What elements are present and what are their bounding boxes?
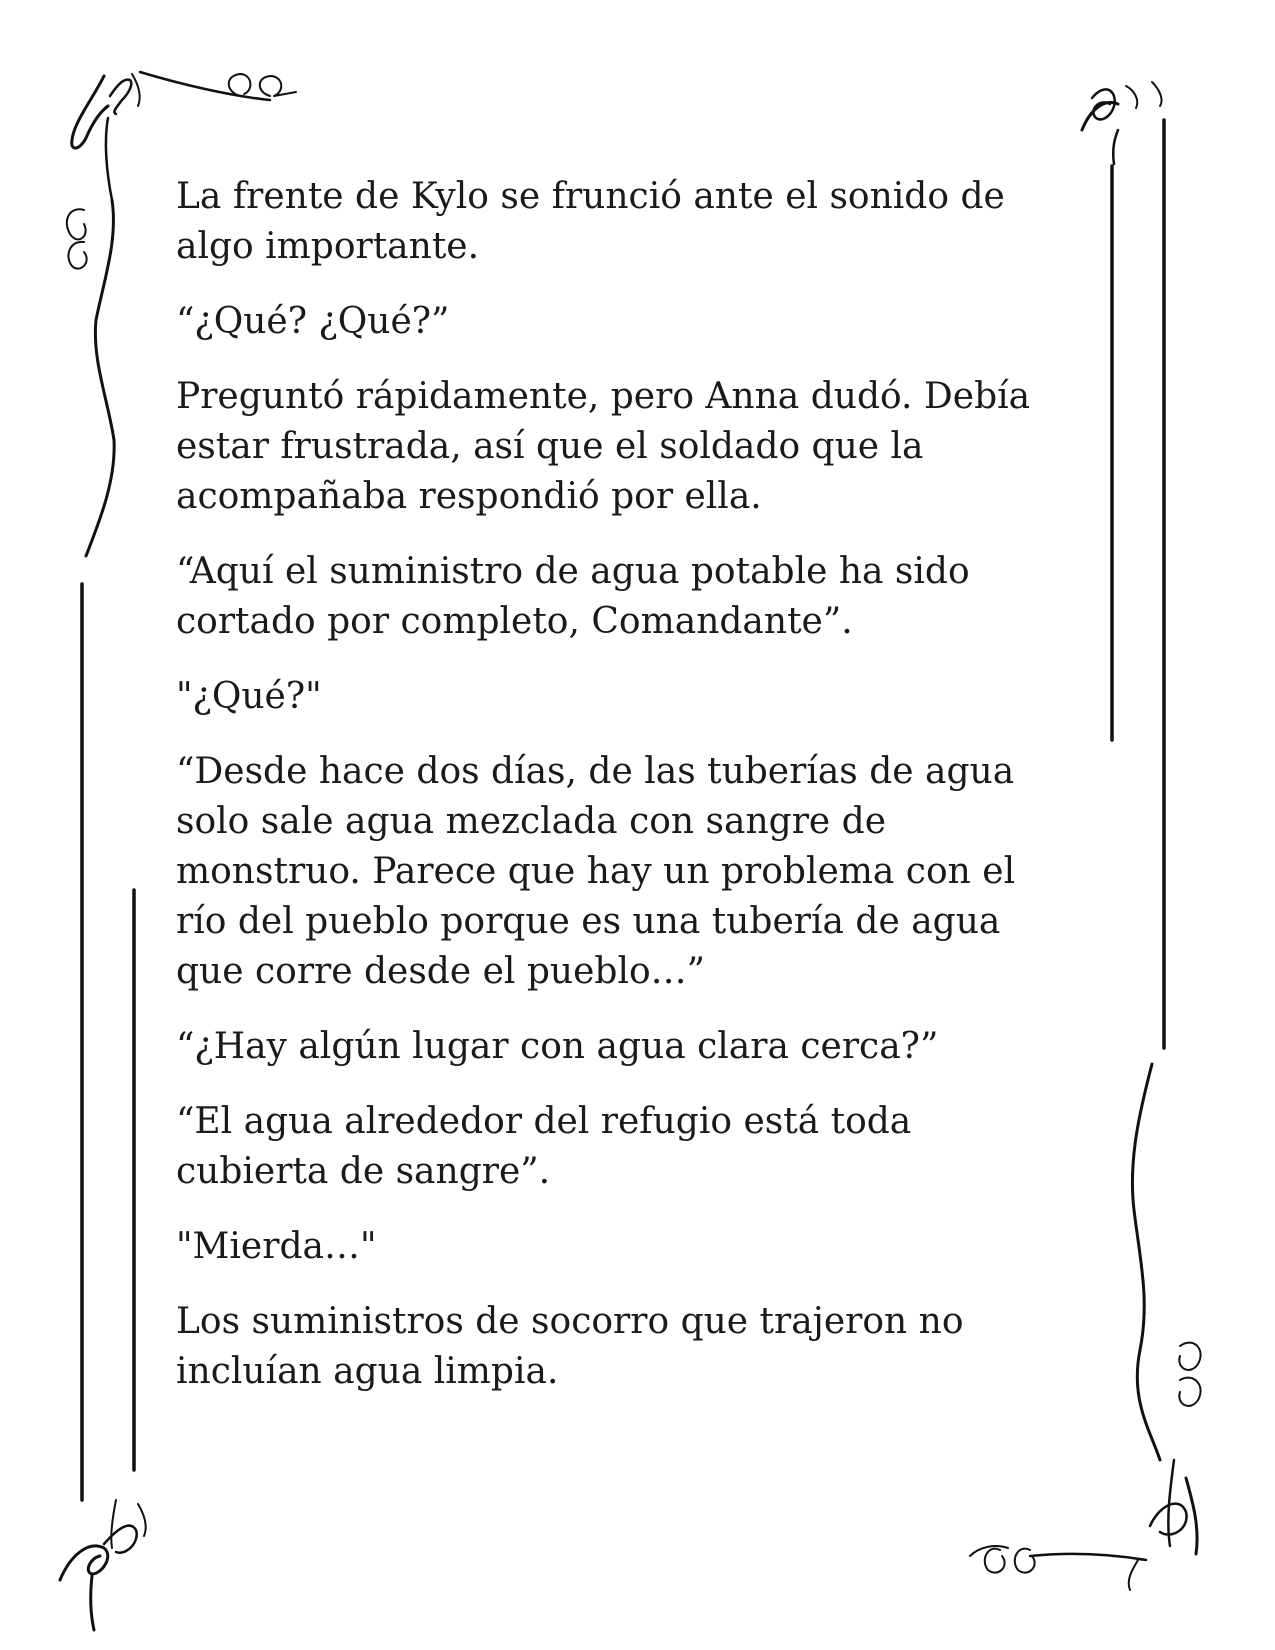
paragraph-6: “Desde hace dos días, de las tuberías de agua solo sale agua mezclada con sangre de monstruo. Parece que hay un problema con el río del pueblo porque es una tubería de agua que corre desde el pueblo…” bbox=[176, 751, 1016, 992]
flourish-bottom-left-icon bbox=[60, 1500, 146, 1630]
paragraph-3: Preguntó rápidamente, pero Anna dudó. Debía estar frustrada, así que el soldado que la acompañaba respondió por ella. bbox=[176, 376, 1031, 517]
paragraph-7: “¿Hay algún lugar con agua clara cerca?” bbox=[176, 1026, 939, 1067]
paragraph-9: "Mierda…" bbox=[176, 1226, 377, 1267]
paragraph-8: “El agua alrededor del refugio está toda cubierta de sangre”. bbox=[176, 1101, 912, 1192]
paragraph-4: “Aquí el suministro de agua potable ha sido cortado por completo, Comandante”. bbox=[176, 551, 970, 642]
paragraph-2: “¿Qué? ¿Qué?” bbox=[176, 301, 450, 342]
paragraph-1: La frente de Kylo se frunció ante el sonido de algo importante. bbox=[176, 176, 1005, 267]
paragraph-5: "¿Qué?" bbox=[176, 676, 322, 717]
page-body bbox=[176, 172, 1096, 1422]
paragraph-10: Los suministros de socorro que trajeron no incluían agua limpia. bbox=[176, 1301, 964, 1392]
